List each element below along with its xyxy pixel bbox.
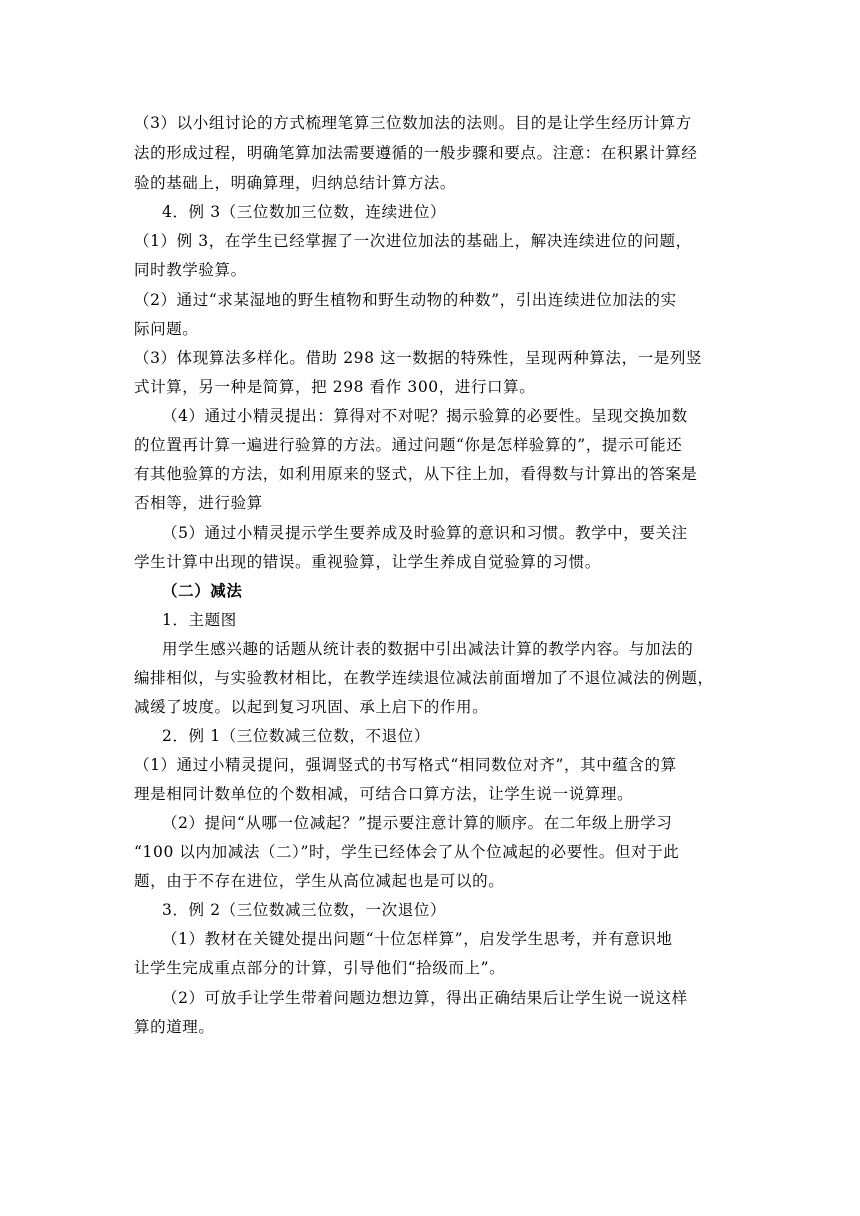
text-line: 有其他验算的方法，如利用原来的竖式，从下往上加，看得数与计算出的答案是 (134, 465, 698, 483)
text-line: 编排相似，与实验教材相比，在教学连续退位减法前面增加了不退位减法的例题， (134, 669, 714, 687)
text-line: （2）提问“从哪一位减起？”提示要注意计算的顺序。在二年级上册学习 (162, 814, 673, 832)
text-line: 同时教学验算。 (134, 261, 247, 279)
text-line: 式计算，另一种是简算，把 298 看作 300，进行口算。 (134, 378, 536, 396)
text-line: 验的基础上，明确算理，归纳总结计算方法。 (134, 174, 457, 192)
text-line: 法的形成过程，明确笔算加法需要遵循的一般步骤和要点。注意：在积累计算经 (134, 144, 698, 162)
text-line: 减缓了坡度。以起到复习巩固、承上启下的作用。 (134, 698, 489, 716)
text-line: “100 以内加减法（二）”时，学生已经体会了从个位减起的必要性。但对于此 (134, 843, 680, 861)
section-heading: 1．主题图 (162, 611, 237, 629)
text-line: 否相等，进行验算 (134, 494, 263, 512)
section-heading-subtraction: （二）减法 (162, 581, 243, 600)
text-line: 学生计算中出现的错误。重视验算，让学生养成自觉验算的习惯。 (134, 553, 601, 571)
text-line: （3）体现算法多样化。借助 298 这一数据的特殊性，呈现两种算法，一是列竖 (134, 349, 703, 367)
section-heading: 2．例 1（三位数减三位数，不退位） (162, 727, 430, 745)
text-line: （3）以小组讨论的方式梳理笔算三位数加法的法则。目的是让学生经历计算方 (134, 114, 692, 132)
section-heading: 4．例 3（三位数加三位数，连续进位） (162, 203, 447, 221)
text-line: （2）可放手让学生带着问题边想边算，得出正确结果后让学生说一说这样 (162, 989, 688, 1007)
text-line: 理是相同计数单位的个数相减，可结合口算方法，让学生说一说算理。 (134, 785, 634, 803)
text-line: （1）通过小精灵提问，强调竖式的书写格式“相同数位对齐”，其中蕴含的算 (134, 756, 677, 774)
text-line: 的位置再计算一遍进行验算的方法。通过问题“你是怎样验算的”，提示可能还 (134, 436, 683, 454)
text-line: （2）通过“求某湿地的野生植物和野生动物的种数”，引出连续进位加法的实 (134, 291, 677, 309)
text-line: 让学生完成重点部分的计算，引导他们“拾级而上”。 (134, 959, 506, 977)
text-line: （5）通过小精灵提示学生要养成及时验算的意识和习惯。教学中，要关注 (162, 524, 688, 542)
text-line: （1）教材在关键处提出问题“十位怎样算”，启发学生思考，并有意识地 (162, 930, 673, 948)
text-line: （1）例 3，在学生已经掌握了一次进位加法的基础上，解决连续进位的问题， (134, 232, 692, 250)
text-line: 题，由于不存在进位，学生从高位减起也是可以的。 (134, 872, 505, 890)
text-line: 算的道理。 (134, 1018, 215, 1036)
section-heading: 3．例 2（三位数减三位数，一次退位） (162, 901, 447, 919)
text-line: （4）通过小精灵提出：算得对不对呢？揭示验算的必要性。呈现交换加数 (162, 407, 688, 425)
text-line: 用学生感兴趣的话题从统计表的数据中引出减法计算的教学内容。与加法的 (162, 640, 694, 658)
text-line: 际问题。 (134, 320, 199, 338)
